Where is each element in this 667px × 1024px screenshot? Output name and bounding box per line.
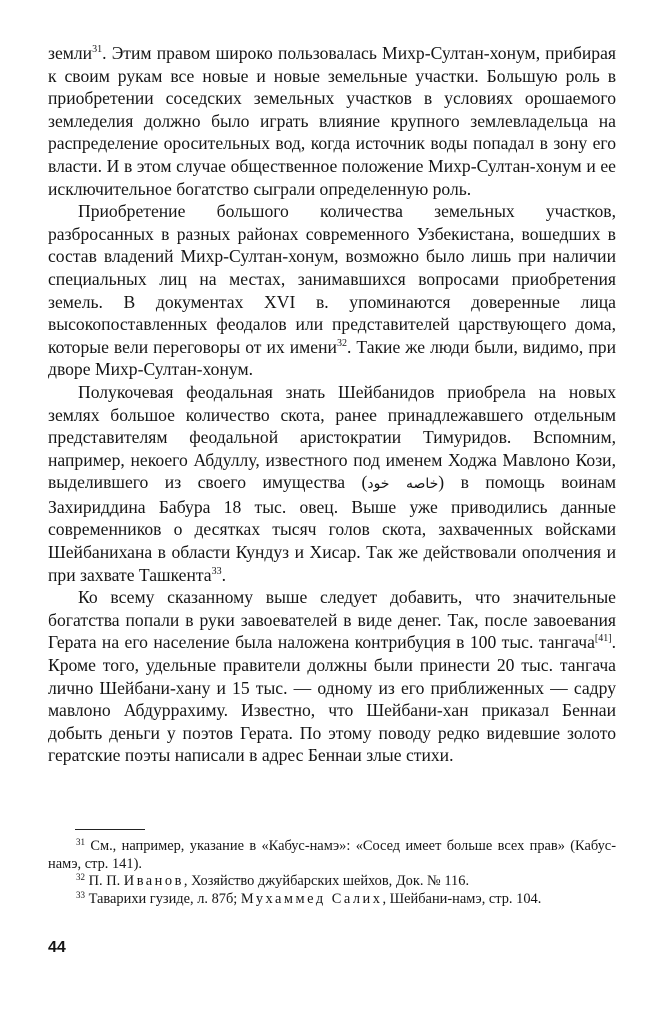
footnotes [48, 838, 616, 908]
paragraph-text: Полукочевая феодальная знать Шейбанидов приобрела на новых землях большое количество скота, ранее принадлежавшего отдельным представителям феодальной аристократии Тимуридов. Вспомним, например, некоего Абдуллу, известного под именем Ходжа Мавлоно Кози, выделившего из своего имущества ( [48, 381, 616, 493]
footnote-text: , Хозяйство джуйбарских шейхов, Док. № 116. [183, 873, 470, 889]
footnote-number: 32 [76, 872, 85, 882]
paragraph-text: . Такие же люди были, видимо, при дворе Михр-Султан-хонум. [48, 336, 616, 380]
author-name: Иванов [123, 873, 184, 889]
arabic-term: خاصه خود [367, 476, 439, 493]
paragraph-text: Ко всему сказанному выше следует добавить, что значительные богатства попали в руки завоевателей в виде денег. Так, после завоевания Герата на его население была наложена контрибуция в 100 тыс. тангача [48, 587, 616, 653]
paragraph-4 [48, 586, 616, 767]
paragraph-text: Приобретение большого количества земельных участков, разбросанных в разных районах современного Узбекистана, вошедших в состав владений Михр-Султан-хонум, возможно было лишь при наличии специальных лиц на местах, занимавшихся вопросами приобретения земель. В документах XVI в. упоминаются доверенные лица высокопоставленных феодалов или представителей царствующего дома, которые вели переговоры от их имени [48, 201, 616, 357]
main-text [48, 42, 616, 767]
footnote-number: 31 [76, 837, 85, 847]
footnote-text: П. П. [88, 873, 124, 889]
footnote-ref-33[interactable]: 33 [211, 565, 222, 577]
footnote-31 [48, 838, 616, 873]
paragraph-text: ) в помощь воинам Захириддина Бабура 18 тыс. овец. Выше уже приводились данные современников о десятках тысяч голов скота, захваченных войсками Шейбанихана в области Кундуз и Хисар. Так же действовали ополчения и при захвате Ташкента [48, 472, 616, 585]
footnote-text: Таварихи гузиде, л. 87б; [88, 890, 241, 907]
footnote-separator [75, 829, 145, 830]
paragraph-text: . [221, 564, 227, 585]
reference-41[interactable]: [41] [594, 633, 612, 645]
paragraph-2 [48, 200, 616, 381]
footnote-text: См., например, указание в «Кабус-намэ»: «Сосед имеет больше всех прав» (Кабус-намэ, стр. 141). [48, 838, 616, 872]
author-name: Мухаммед Салих [240, 890, 383, 907]
paragraph-1 [48, 42, 616, 200]
footnote-ref-32[interactable]: 32 [336, 337, 347, 349]
footnote-33 [48, 891, 616, 909]
paragraph-text: земли [48, 43, 93, 63]
paragraph-text: . Кроме того, удельные правители должны были принести 20 тыс. тангача лично Шейбани-хану и 15 тыс. — одному из его приближенных — садру мавлоно Абдуррахиму. Известно, что Шейбани-хан приказал Беннаи добыть деньги у поэтов Герата. По этому поводу редко видевшие золото гератские поэты написали в адрес Беннаи злые стихи. [48, 632, 616, 766]
footnote-number: 33 [76, 889, 85, 900]
paragraph-3 [48, 381, 616, 586]
footnote-32 [48, 873, 616, 891]
page-number: 44 [48, 939, 66, 956]
paragraph-text: . Этим правом широко пользовалась Михр-Султан-хонум, прибирая к своим рукам все новые и новые земельные участки. Большую роль в приобретении соседских земельных участков в условиях орошаемого земледелия должно было играть влияние крупного землевладельца на распределение оросительных вод, когда источник воды попадал в зону его власти. И в этом случае общественное положение Михр-Султан-хонум и ее исключительное богатство сыграли определенную роль. [48, 43, 616, 199]
footnote-text: , Шейбани-намэ, стр. 104. [382, 890, 542, 907]
footnote-ref-31[interactable]: 31 [92, 44, 103, 55]
